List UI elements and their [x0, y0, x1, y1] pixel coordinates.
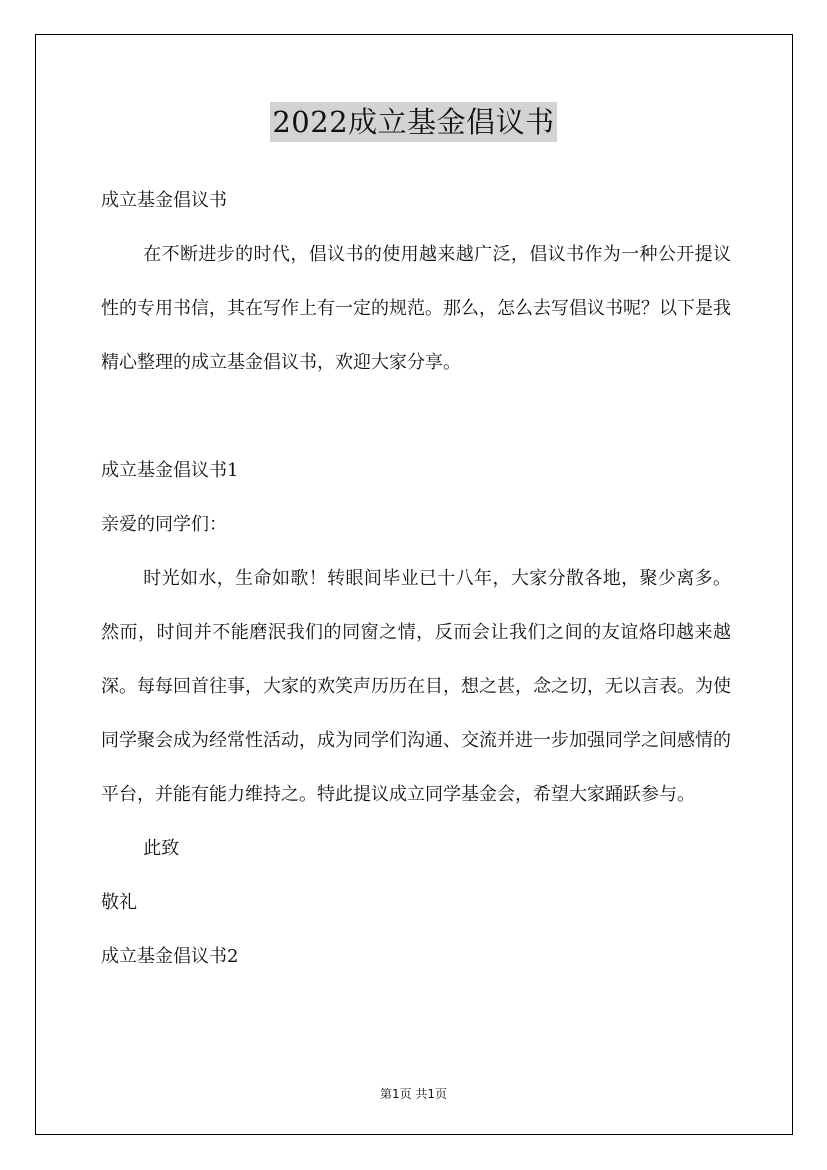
title-wrap — [0, 102, 827, 142]
document-body — [101, 174, 731, 984]
page-footer: 第1页 共1页 — [379, 1087, 448, 1101]
section-heading-2: 成立基金倡议书2 — [101, 946, 239, 967]
paragraph-gap — [101, 390, 731, 444]
body-paragraph: 时光如水，生命如歌！转眼间毕业已十八年，大家分散各地，聚少离多。然而，时间并不能磨泯我们的同窗之情，反而会让我们之间的友谊烙印越来越深。每每回首往事，大家的欢笑声历历在目，想之甚，念之切，无以言表。为使同学聚会成为经常性活动，成为同学们沟通、交流并进一步加强同学之间感情的平台，并能有能力维持之。特此提议成立同学基金会，希望大家踊跃参与。 — [101, 568, 731, 805]
section-heading-1: 成立基金倡议书1 — [101, 460, 239, 481]
subtitle: 成立基金倡议书 — [101, 190, 227, 211]
salutation: 亲爱的同学们： — [101, 514, 227, 535]
closing-line-2: 敬礼 — [101, 892, 137, 913]
closing-line-1: 此致 — [143, 838, 180, 859]
document-title: 2022成立基金倡议书 — [270, 102, 556, 142]
intro-paragraph: 在不断进步的时代，倡议书的使用越来越广泛，倡议书作为一种公开提议性的专用书信，其在写作上有一定的规范。那么，怎么去写倡议书呢？以下是我精心整理的成立基金倡议书，欢迎大家分享。 — [101, 244, 731, 373]
